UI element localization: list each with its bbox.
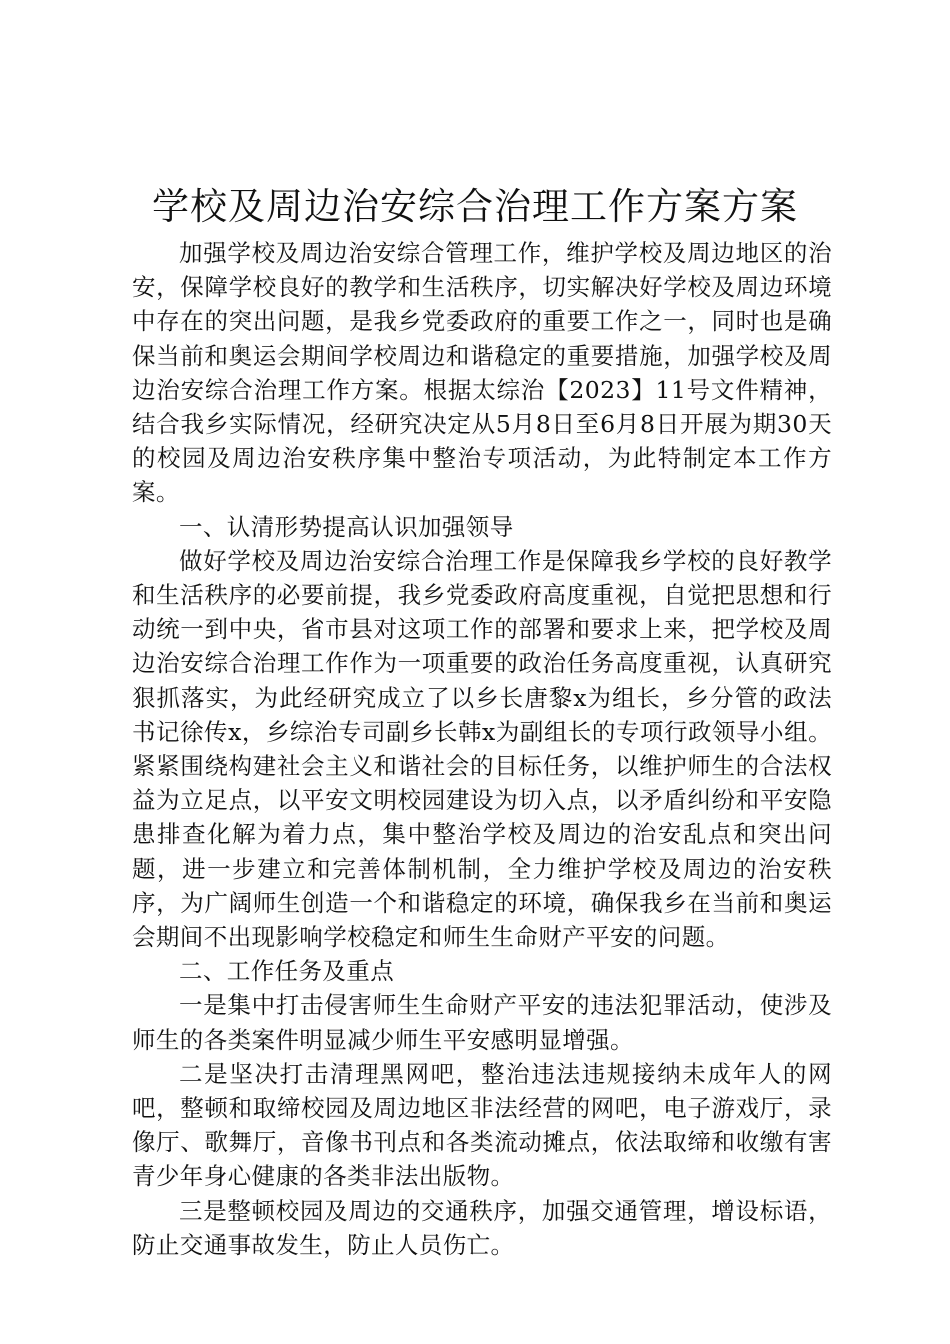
document-title: 学校及周边治安综合治理工作方案方案 (152, 185, 798, 228)
document-body (132, 236, 832, 1262)
section-1-paragraph: 做好学校及周边治安综合治理工作是保障我乡学校的良好教学和生活秩序的必要前提，我乡党委政府高度重视，自觉把思想和行动统一到中央，省市县对这项工作的部署和要求上来，把学校及周边治安综合治理工作作为一项重要的政治任务高度重视，认真研究狠抓落实，为此经研究成立了以乡长唐黎x为组长，乡分管的政法书记徐传x，乡综治专司副乡长韩x为副组长的专项行政领导小组。紧紧围绕构建社会主义和谐社会的目标任务，以维护师生的合法权益为立足点，以平安文明校园建设为切入点，以矛盾纠纷和平安隐患排查化解为着力点，集中整治学校及周边的治安乱点和突出问题，进一步建立和完善体制机制，全力维护学校及周边的治安秩序，为广阔师生创造一个和谐稳定的环境，确保我乡在当前和奥运会期间不出现影响学校稳定和师生生命财产平安的问题。 (132, 546, 832, 952)
task-1-paragraph: 一是集中打击侵害师生生命财产平安的违法犯罪活动，使涉及师生的各类案件明显减少师生平安感明显增强。 (132, 991, 832, 1054)
intro-paragraph: 加强学校及周边治安综合管理工作，维护学校及周边地区的治安，保障学校良好的教学和生活秩序，切实解决好学校及周边环境中存在的突出问题，是我乡党委政府的重要工作之一，同时也是确保当前和奥运会期间学校周边和谐稳定的重要措施，加强学校及周边治安综合治理工作方案。根据太综治【2023】11号文件精神，结合我乡实际情况，经研究决定从5月8日至6月8日开展为期30天的校园及周边治安秩序集中整治专项活动，为此特制定本工作方案。 (132, 239, 832, 507)
section-1-heading: 一、认清形势提高认识加强领导 (179, 512, 514, 541)
task-2-paragraph: 二是坚决打击清理黑网吧，整治违法违规接纳未成年人的网吧，整顿和取缔校园及周边地区非法经营的网吧，电子游戏厅，录像厅、歌舞厅，音像书刊点和各类流动摊点，依法取缔和收缴有害青少年身心健康的各类非法出版物。 (132, 1059, 832, 1191)
section-2-heading: 二、工作任务及重点 (179, 957, 395, 986)
task-3-paragraph: 三是整顿校园及周边的交通秩序，加强交通管理，增设标语，防止交通事故发生，防止人员伤亡。 (132, 1196, 832, 1259)
